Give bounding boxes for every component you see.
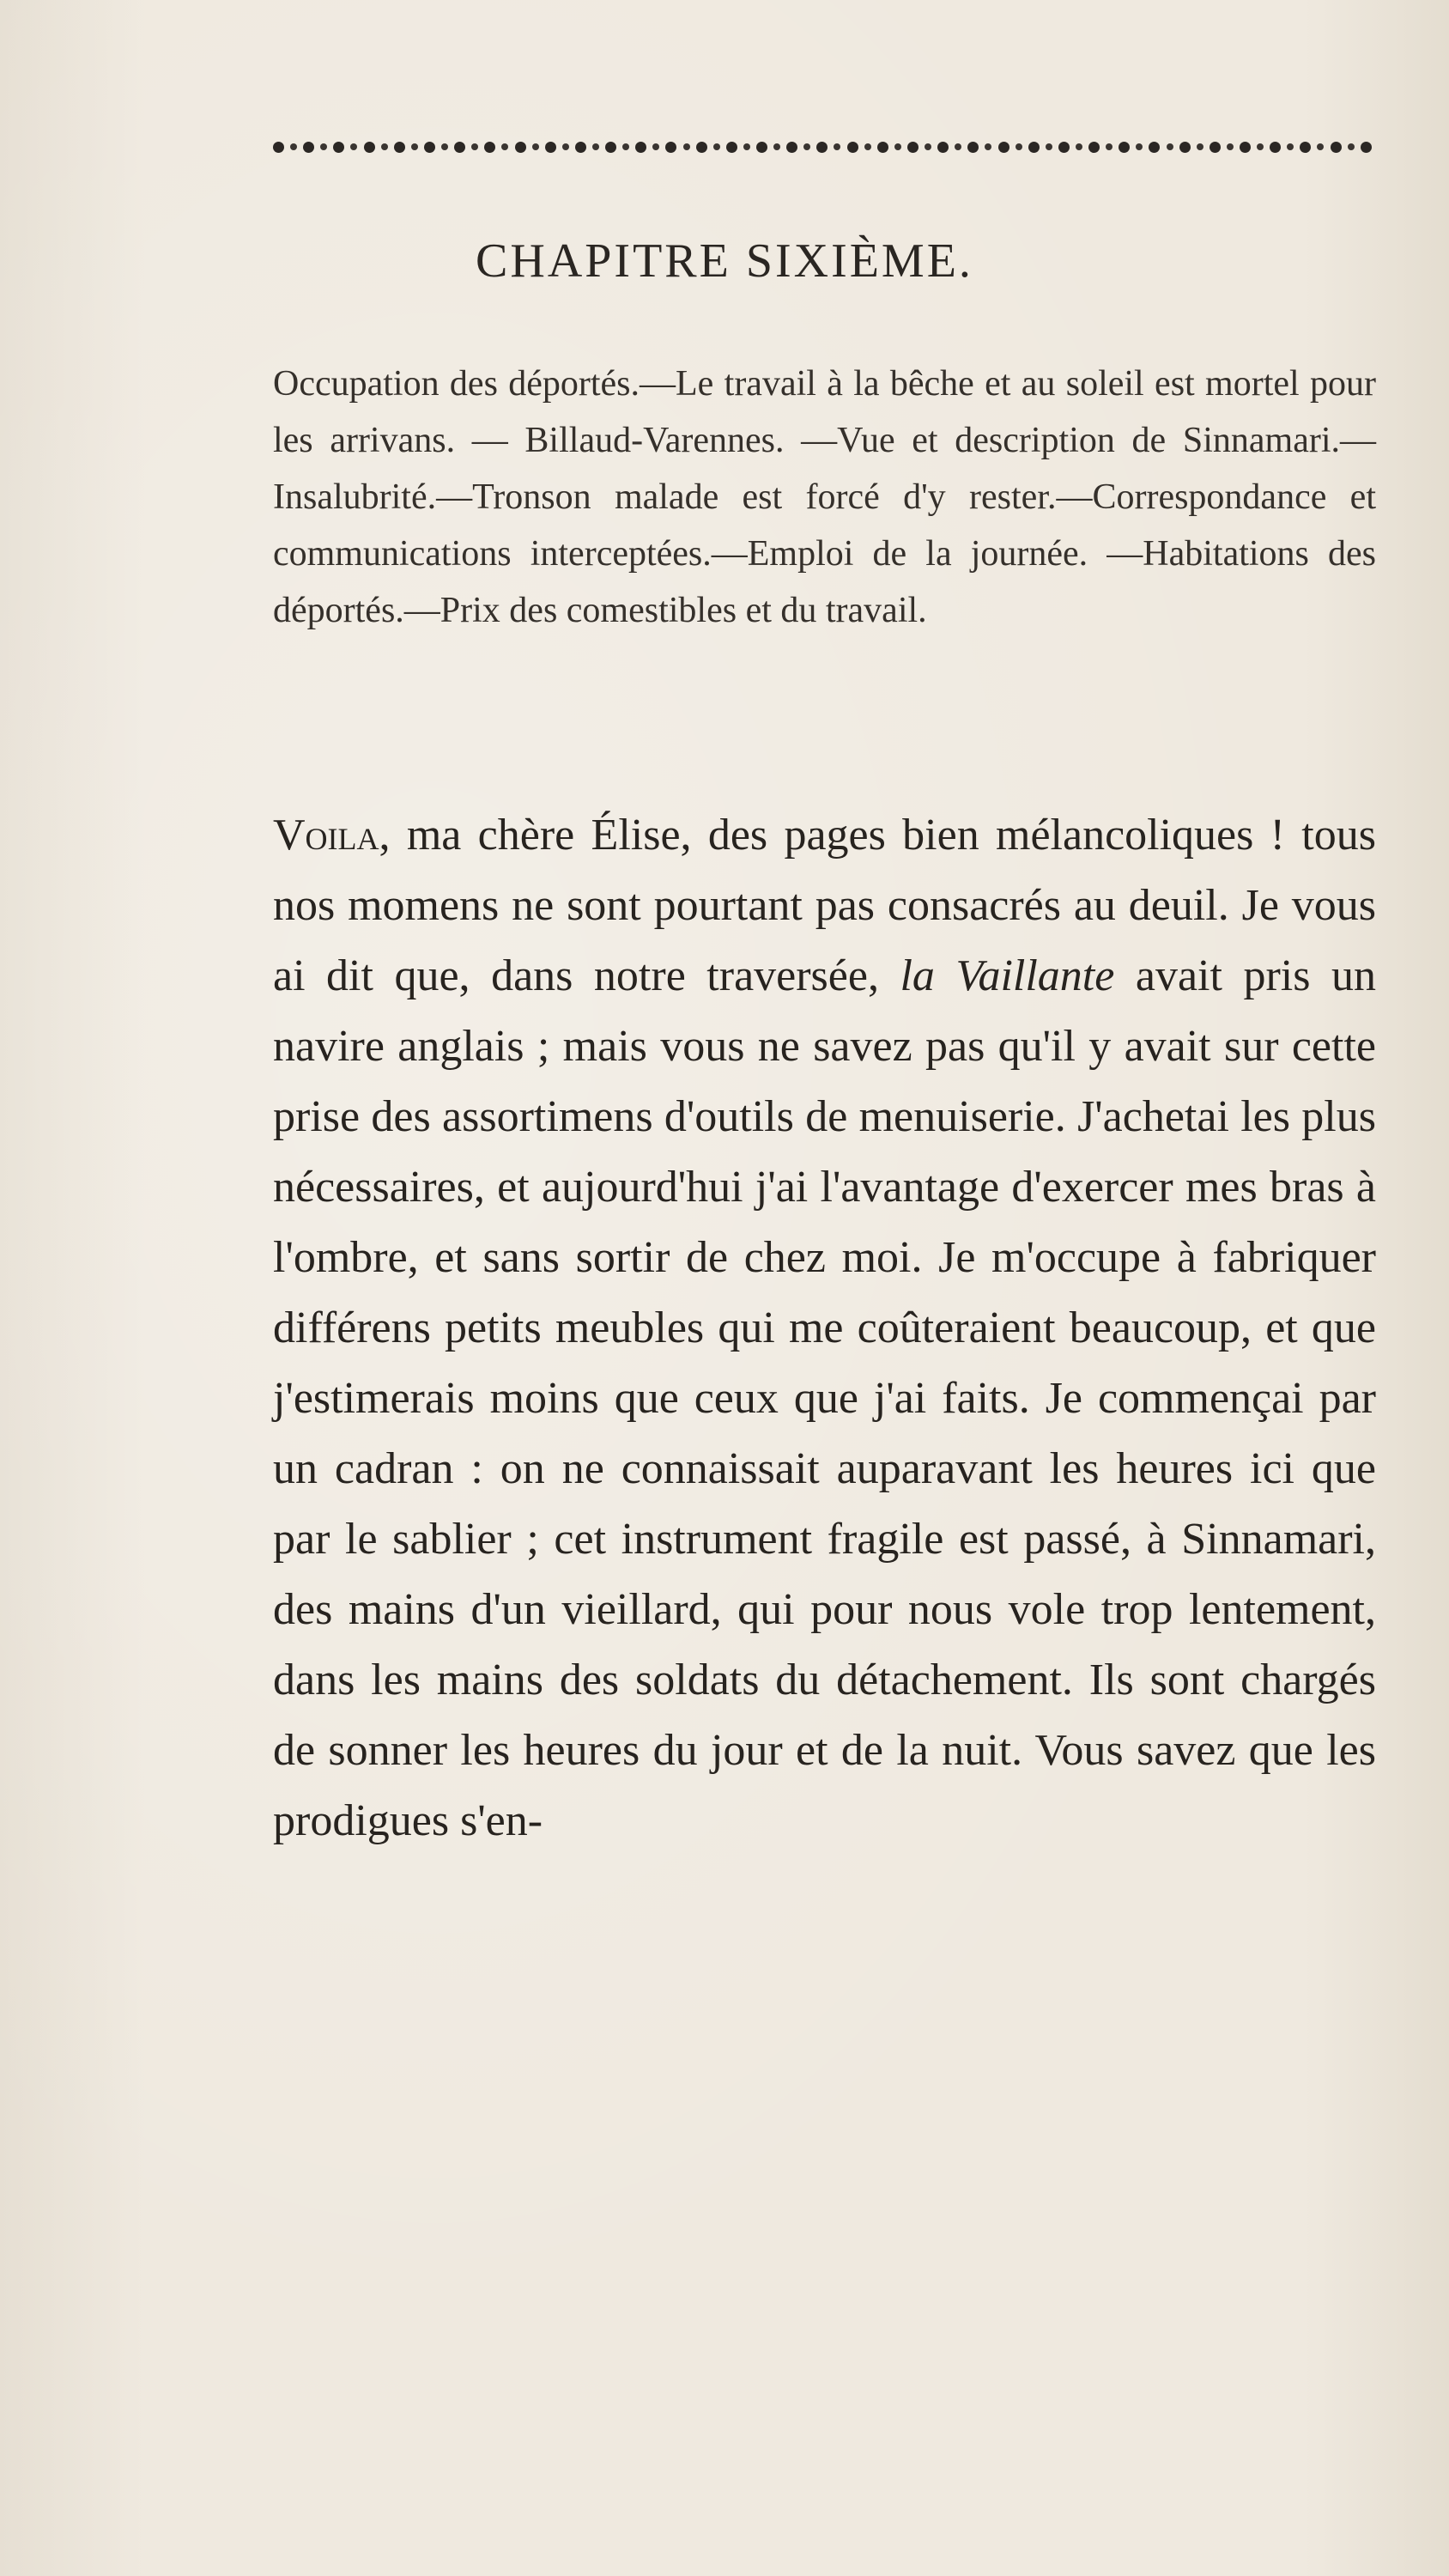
body-paragraph bbox=[273, 800, 1376, 1856]
body-text-part1: , ma chère Élise, des pages bien mélancoliques ! tous nos momens ne sont pourtant pas consacrés au deuil. Je vous ai dit que, dans notre traversée, bbox=[273, 811, 1376, 1000]
opening-word: Voila bbox=[273, 811, 379, 860]
ship-name: la Vaillante bbox=[900, 951, 1115, 1000]
body-text-part2: avait pris un navire anglais ; mais vous ne savez pas qu'il y avait sur cette prise des assortimens d'outils de menuiserie. J'achetai les plus nécessaires, et aujourd'hui j'ai l'avantage d'exercer mes bras à l'ombre, et sans sortir de chez moi. Je m'occupe à fabriquer différens petits meubles qui me coûteraient beaucoup, et que j'estimerais moins que ceux que j'ai faits. Je commençai par un cadran : on ne connaissait auparavant les heures ici que par le sablier ; cet instrument fragile est passé, à Sinnamari, des mains d'un vieillard, qui pour nous vole trop lentement, dans les mains des soldats du détachement. Ils sont chargés de sonner les heures du jour et de la nuit. Vous savez que les prodigues s'en- bbox=[273, 951, 1376, 1845]
chapter-summary: Occupation des déportés.—Le travail à la bêche et au soleil est mortel pour les arrivans. — Billaud-Varennes. —Vue et description de Sinnamari.—Insalubrité.—Tronson malade est forcé d'y rester.—Correspondance et communications interceptées.—Emploi de la journée. —Habitations des déportés.—Prix des comestibles et du travail. bbox=[273, 364, 1376, 630]
decorative-ornament-rule bbox=[273, 137, 1372, 156]
chapter-title: CHAPITRE SIXIÈME. bbox=[476, 234, 973, 288]
